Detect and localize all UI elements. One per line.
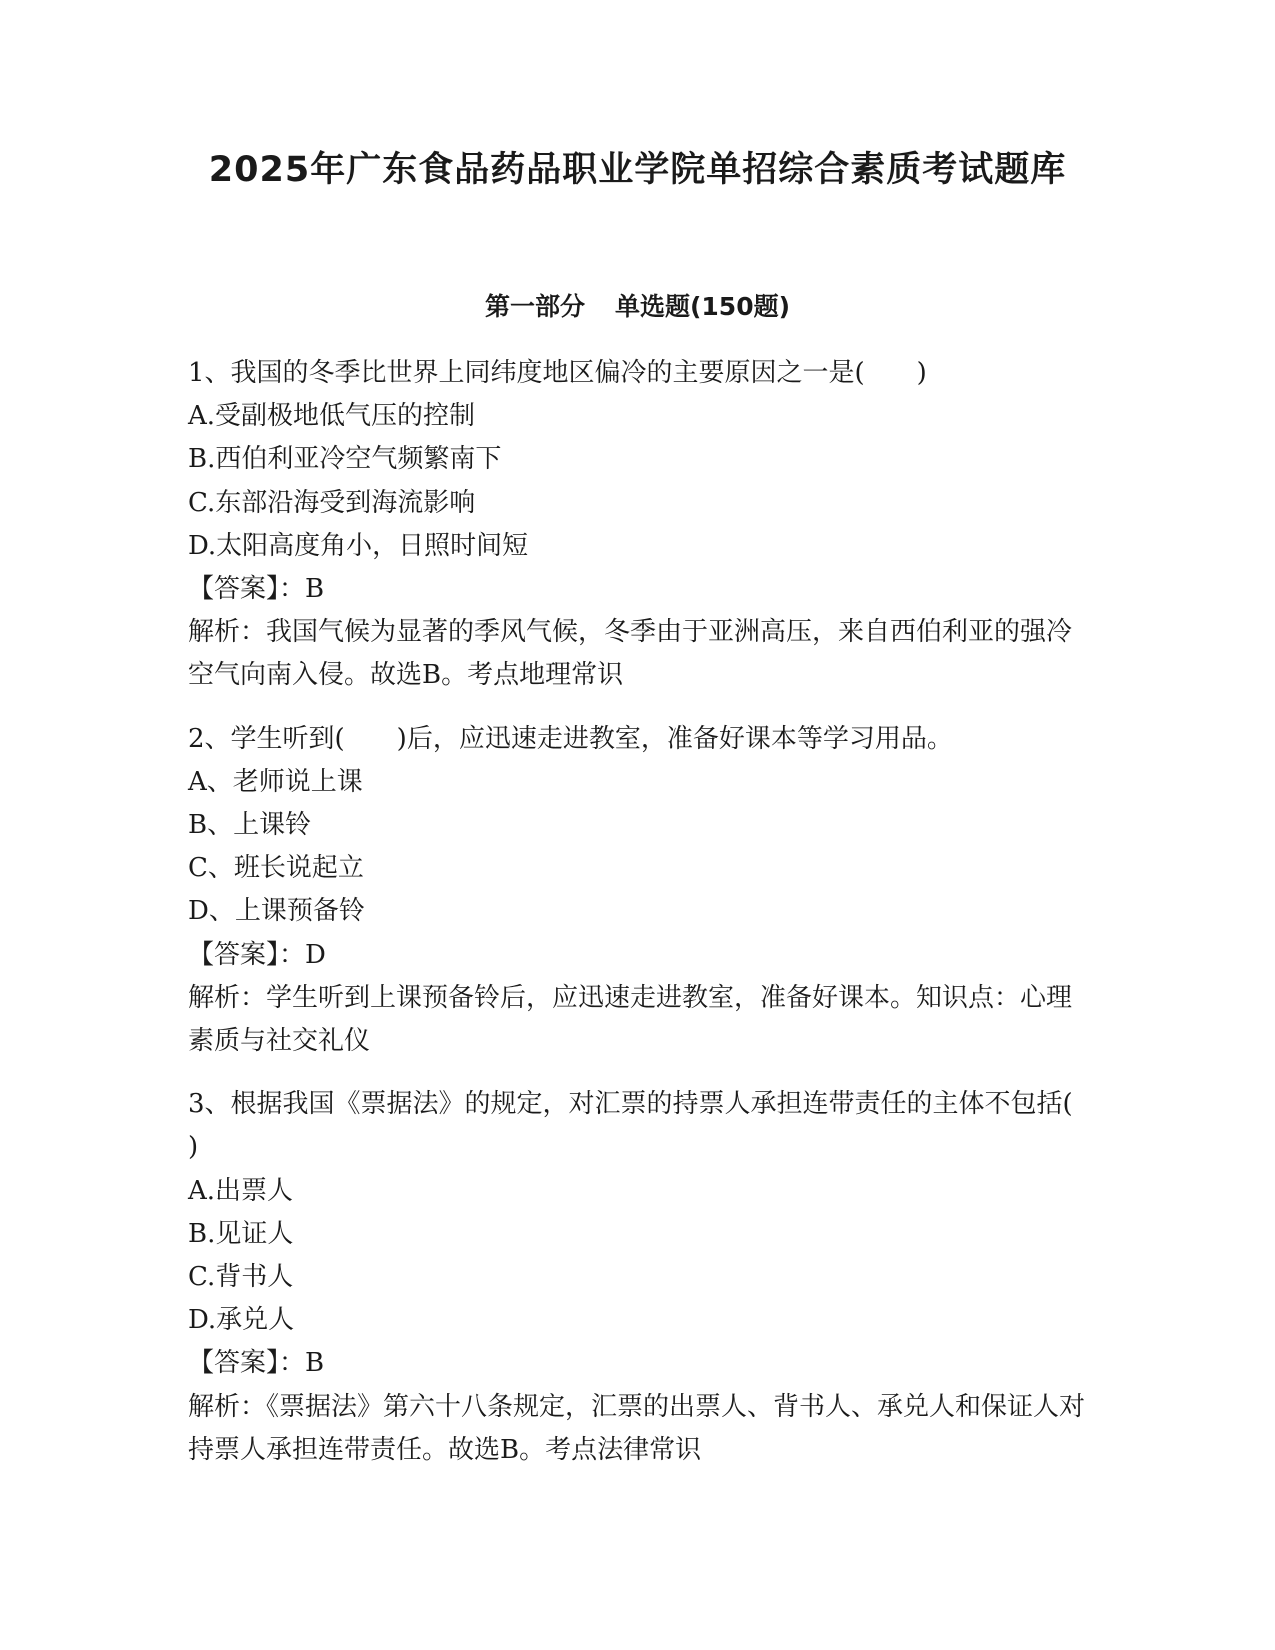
- answer-line: [188, 568, 1088, 611]
- answer-value: D: [305, 939, 326, 970]
- question-stem: 1、我国的冬季比世界上同纬度地区偏冷的主要原因之一是( ): [188, 358, 927, 388]
- option-d: D、上课预备铃: [188, 896, 365, 927]
- option-a: A.受副极地低气压的控制: [188, 401, 476, 432]
- question-stem: 2、学生听到( )后，应迅速走进教室，准备好课本等学习用品。: [188, 723, 953, 754]
- option-b: B、上课铃: [188, 810, 312, 841]
- option-c: C、班长说起立: [188, 853, 364, 884]
- document-title: 2025年广东食品药品职业学院单招综合素质考试题库: [208, 150, 1067, 190]
- section-name: 单选题(150题): [614, 292, 791, 321]
- answer-value: B: [305, 574, 325, 605]
- option-a: A、老师说上课: [188, 766, 363, 797]
- section-heading: [0, 290, 1275, 324]
- answer-value: B: [305, 1348, 325, 1379]
- answer-label: 【答案】：: [188, 574, 306, 605]
- question-list: [188, 352, 1125, 1492]
- question-block: [188, 1083, 1125, 1472]
- analysis-text: 解析：学生听到上课预备铃后，应迅速走进教室，准备好课本。知识点：心理素质与社交礼仪: [188, 982, 1073, 1057]
- answer-line: [188, 1342, 1088, 1385]
- option-d: D.承兑人: [188, 1305, 295, 1336]
- analysis-text: 解析：我国气候为显著的季风气候，冬季由于亚洲高压，来自西伯利亚的强冷空气向南入侵。故选B。考点地理常识: [188, 617, 1073, 691]
- answer-label: 【答案】：: [188, 1348, 306, 1379]
- option-c: C.背书人: [188, 1262, 294, 1293]
- option-b: B.西伯利亚冷空气频繁南下: [188, 444, 502, 475]
- option-b: B.见证人: [188, 1218, 294, 1249]
- question-stem: 3、根据我国《票据法》的规定，对汇票的持票人承担连带责任的主体不包括( ): [188, 1089, 1125, 1163]
- option-a: A.出票人: [188, 1175, 294, 1206]
- option-c: C.东部沿海受到海流影响: [188, 487, 476, 518]
- answer-label: 【答案】：: [188, 939, 306, 970]
- question-block: [188, 718, 1088, 1064]
- analysis-text: 解析：《票据法》第六十八条规定，汇票的出票人、背书人、承兑人和保证人对持票人承担连带责任。故选B。考点法律常识: [188, 1391, 1086, 1465]
- option-d: D.太阳高度角小，日照时间短: [188, 530, 529, 561]
- section-part: 第一部分: [484, 292, 585, 321]
- question-block: [188, 352, 1088, 698]
- answer-line: [188, 934, 1088, 977]
